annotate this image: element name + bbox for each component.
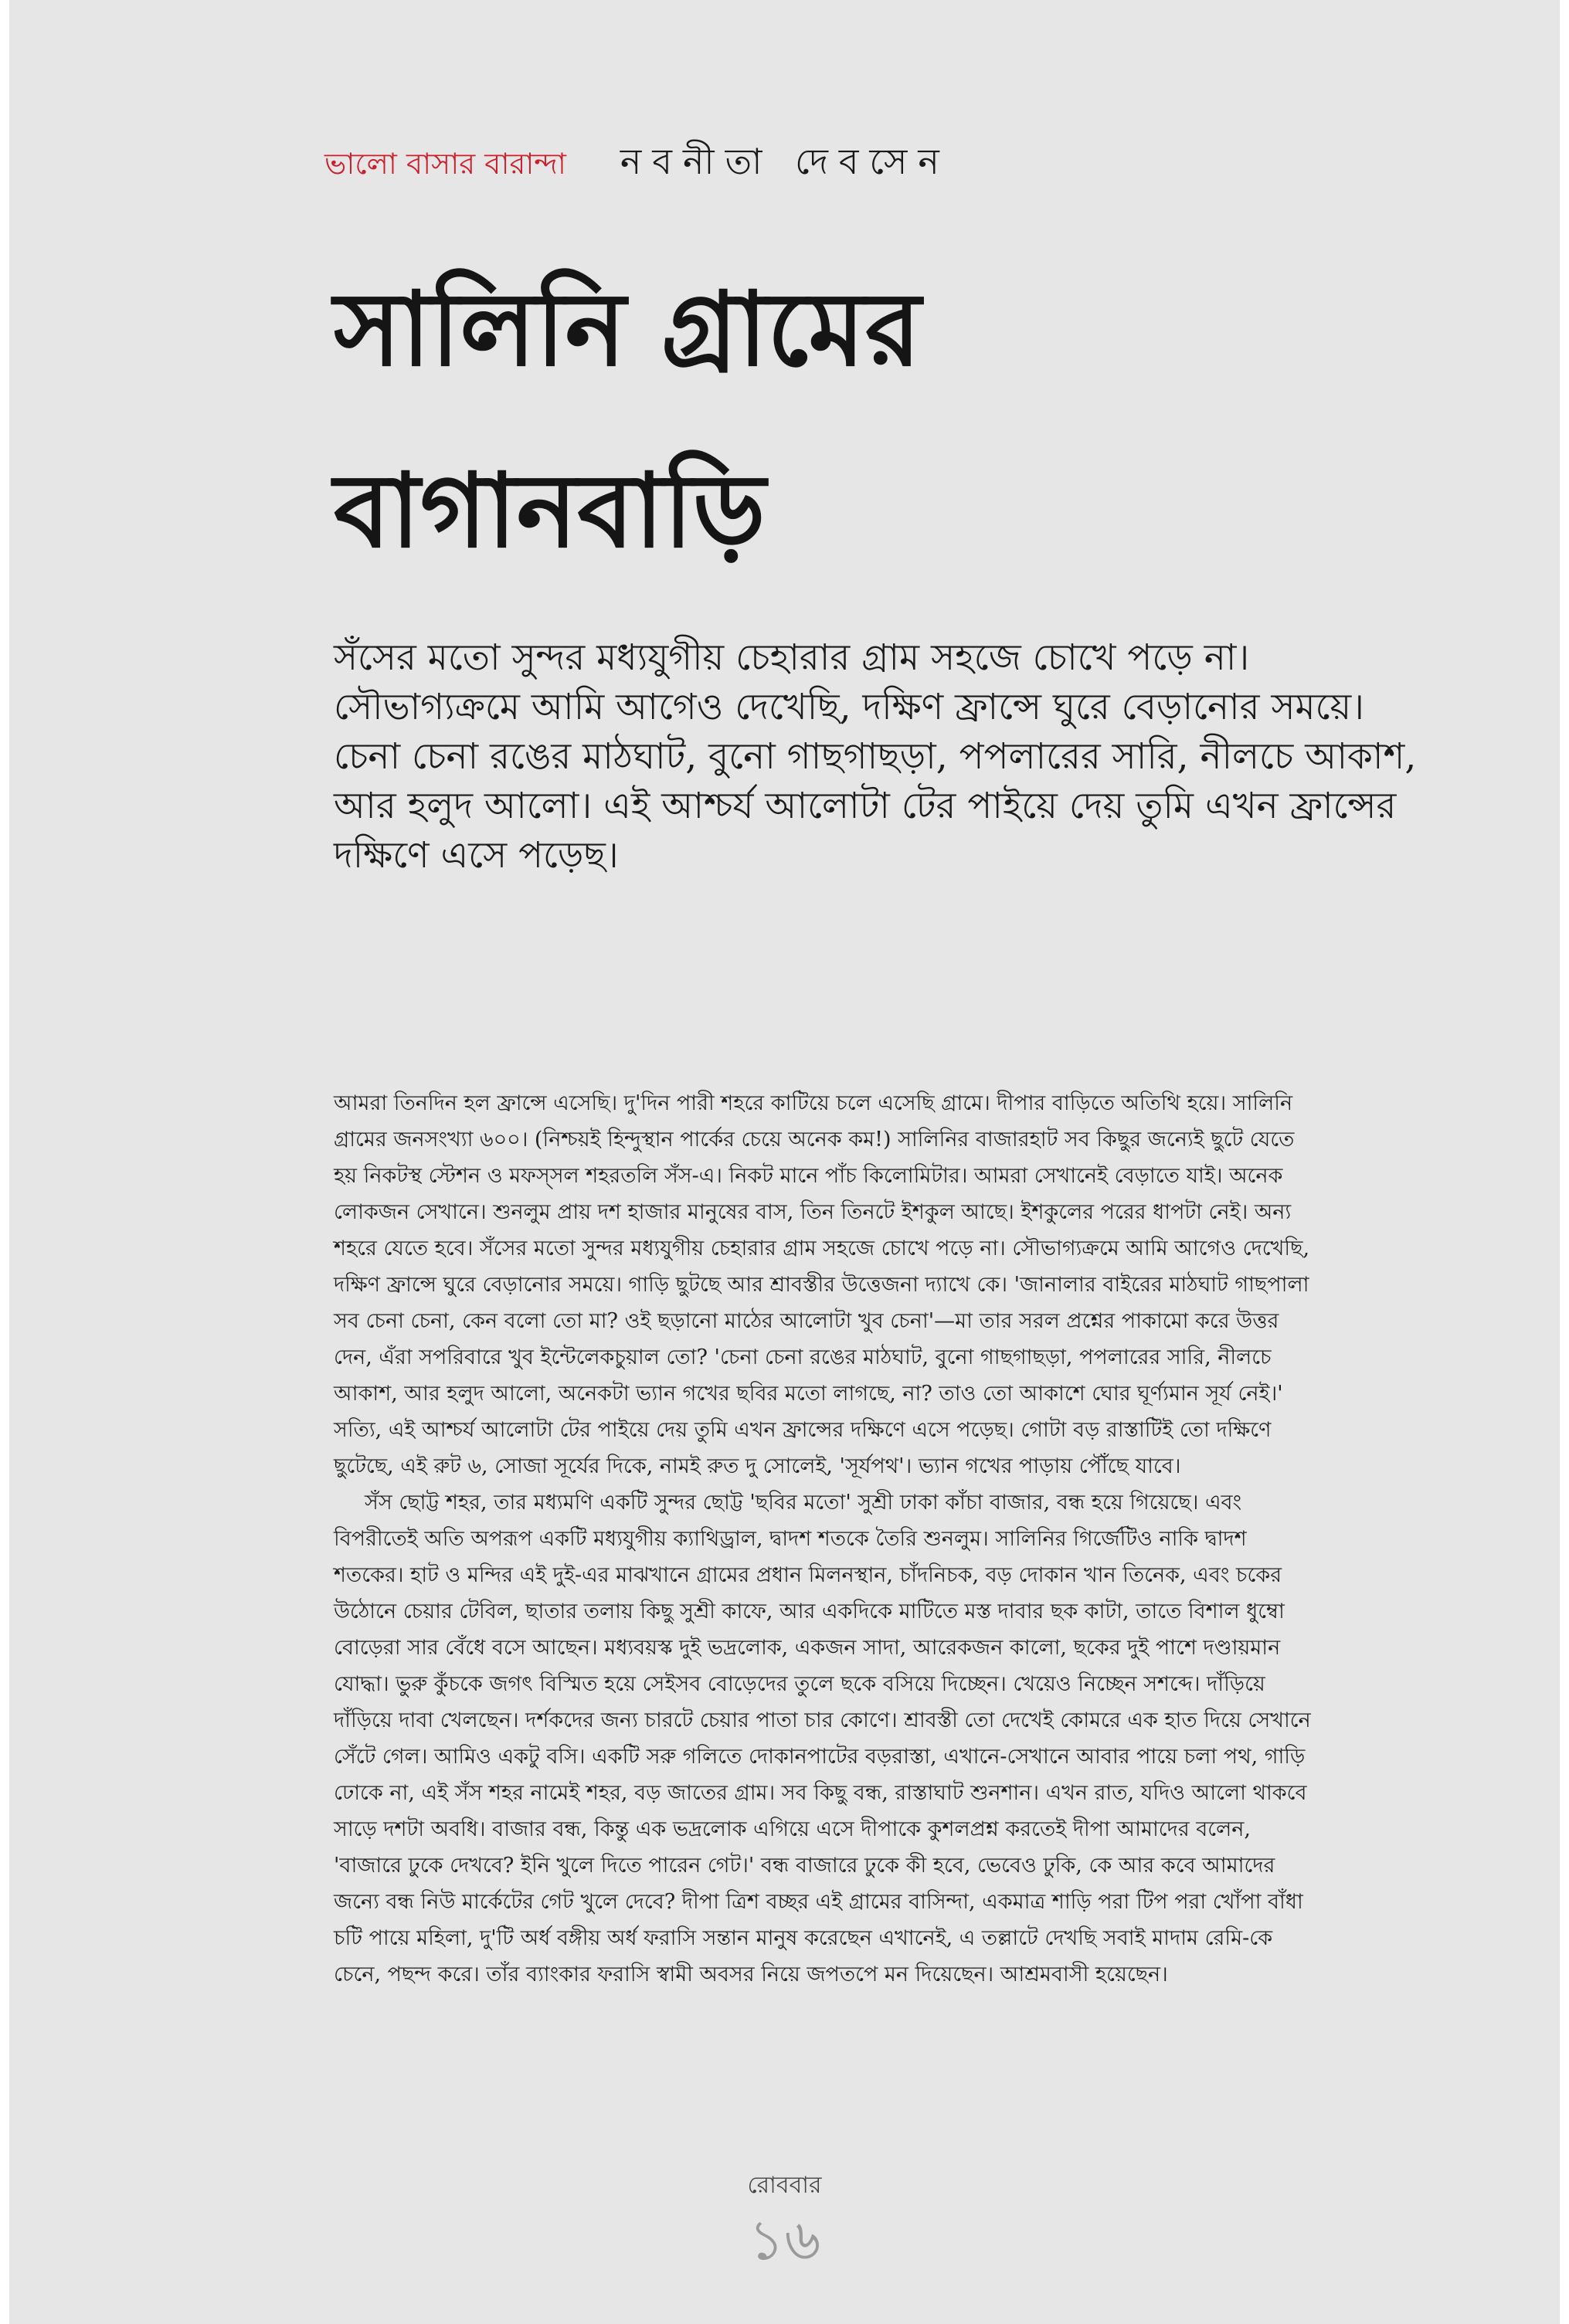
page-header [324,135,950,194]
article-body [334,1085,1323,1993]
body-paragraph-2: সঁস ছোট্ট শহর, তার মধ্যমণি একটি সুন্দর ছোট্ট 'ছবির মতো' সুশ্রী ঢাকা কাঁচা বাজার, বন্ধ হয়ে গিয়েছে। এবং বিপরীতেই অতি অপরূপ একটি মধ্যযুগীয় ক্যাথিড্রাল, দ্বাদশ শতকে তৈরি শুনলুম। সালিনির গির্জেটিও নাকি দ্বাদশ শতকের। হাট ও মন্দির এই দুই-এর মাঝখানে গ্রামের প্রধান মিলনস্থান, চাঁদনিচক, বড় দোকান খান তিনেক, এবং চকের উঠোনে চেয়ার টেবিল, ছাতার তলায় কিছু সুশ্রী কাফে, আর একদিকে মাটিতে মস্ত দাবার ছক কাটা, তাতে বিশাল ধুম্বো বোড়েরা সার বেঁধে বসে আছেন। মধ্যবয়স্ক দুই ভদ্রলোক, একজন সাদা, আরেকজন কালো, ছকের দুই পাশে দণ্ডায়মান যোদ্ধা। ভুরু কুঁচকে জগৎ বিস্মিত হয়ে সেইসব বোড়েদের তুলে ছকে বসিয়ে দিচ্ছেন। খেয়েও নিচ্ছেন সশব্দে। দাঁড়িয়ে দাঁড়িয়ে দাবা খেলছেন। দর্শকদের জন্য চারটে চেয়ার পাতা চার কোণে। শ্রাবস্তী তো দেখেই কোমরে এক হাত দিয়ে সেখানে সেঁটে গেল। আমিও একটু বসি। একটি সরু গলিতে দোকানপাটের বড়রাস্তা, এখানে-সেখানে আবার পায়ে চলা পথ, গাড়ি ঢোকে না, এই সঁস শহর নামেই শহর, বড় জাতের গ্রাম। সব কিছু বন্ধ, রাস্তাঘাট শুনশান। এখন রাত, যদিও আলো থাকবে সাড়ে দশটা অবধি। বাজার বন্ধ, কিন্তু এক ভদ্রলোক এগিয়ে এসে দীপাকে কুশলপ্রশ্ন করতেই দীপা আমাদের বলেন, 'বাজারে ঢুকে দেখবে? ইনি খুলে দিতে পারেন গেট।' বন্ধ বাজারে ঢুকে কী হবে, ভেবেও ঢুকি, কে আর কবে আমাদের জন্যে বন্ধ নিউ মার্কেটের গেট খুলে দেবে? দীপা ত্রিশ বচ্ছর এই গ্রামের বাসিন্দা, একমাত্র শাড়ি পরা টিপ পরা খোঁপা বাঁধা চটি পায়ে মহিলা, দু'টি অর্ধ বঙ্গীয় অর্ধ ফরাসি সন্তান মানুষ করেছেন এখানেই, এ তল্লাটে দেখছি সবাই মাদাম রেমি-কে চেনে, পছন্দ করে। তাঁর ব্যাংকার ফরাসি স্বামী অবসর নিয়ে জপতপে মন দিয়েছেন। আশ্রমবাসী হয়েছেন। [334,1491,1311,1986]
column-name: ভালো বাসার বারান্দা [324,147,566,181]
article-title [334,239,1493,602]
page-footer [9,2166,1560,2271]
lead-paragraph: সঁসের মতো সুন্দর মধ্যযুগীয় চেহারার গ্রাম সহজে চোখে পড়ে না। সৌভাগ্যক্রমে আমি আগেও দেখেছি, দক্ষিণ ফ্রান্সে ঘুরে বেড়ানোর সময়ে। চেনা চেনা রঙের মাঠঘাট, বুনো গাছগাছড়া, পপলারের সারি, নীলচে আকাশ, আর হলুদ আলো। এই আশ্চর্য আলোটা টের পাইয়ে দেয় তুমি এখন ফ্রান্সের দক্ষিণে এসে পড়েছ। [334,636,1417,877]
section-name: রোববার [747,2172,822,2199]
article-title-line-2: বাগানবাড়ি [334,452,766,571]
article-title-line-1: সালিনি গ্রামের [334,270,922,389]
page-number: ১৬ [748,2207,821,2272]
magazine-page [9,0,1560,2324]
author-name: নবনীতা দেবসেন [620,141,950,182]
body-paragraph-1: আমরা তিনদিন হল ফ্রান্সে এসেছি। দু'দিন পারী শহরে কাটিয়ে চলে এসেছি গ্রামে। দীপার বাড়িতে অতিথি হয়ে। সালিনি গ্রামের জনসংখ্যা ৬০০। (নিশ্চয়ই হিন্দুস্থান পার্কের চেয়ে অনেক কম!) সালিনির বাজারহাট সব কিছুর জন্যেই ছুটে যেতে হয় নিকটস্থ স্টেশন ও মফস্সল শহরতলি সঁস-এ। নিকট মানে পাঁচ কিলোমিটার। আমরা সেখানেই বেড়াতে যাই। অনেক লোকজন সেখানে। শুনলুম প্রায় দশ হাজার মানুষের বাস, তিন তিনটে ইশকুল আছে। ইশকুলের পরের ধাপটা নেই। অন্য শহরে যেতে হবে। সঁসের মতো সুন্দর মধ্যযুগীয় চেহারার গ্রাম সহজে চোখে পড়ে না। সৌভাগ্যক্রমে আমি আগেও দেখেছি, দক্ষিণ ফ্রান্সে ঘুরে বেড়ানোর সময়ে। গাড়ি ছুটছে আর শ্রাবস্তীর উত্তেজনা দ্যাখে কে। 'জানালার বাইরের মাঠঘাট গাছপালা সব চেনা চেনা, কেন বলো তো মা? ওই ছড়ানো মাঠের আলোটা খুব চেনা'—মা তার সরল প্রশ্নের পাকামো করে উত্তর দেন, এঁরা সপরিবারে খুব ইন্টেলেকচুয়াল তো? 'চেনা চেনা রঙের মাঠঘাট, বুনো গাছগাছড়া, পপলারের সারি, নীলচে আকাশ, আর হলুদ আলো, অনেকটা ভ্যান গখের ছবির মতো লাগছে, না? তাও তো আকাশে ঘোর ঘূর্ণ্যমান সূর্য নেই।' সত্যি, এই আশ্চর্য আলোটা টের পাইয়ে দেয় তুমি এখন ফ্রান্সের দক্ষিণে এসে পড়েছ। গোটা বড় রাস্তাটিই তো দক্ষিণে ছুটেছে, এই রুট ৬, সোজা সূর্যের দিকে, নামই রুত দু সোলেই, 'সূর্যপথ'। ভ্যান গখের পাড়ায় পৌঁছে যাবে। [334,1091,1310,1478]
